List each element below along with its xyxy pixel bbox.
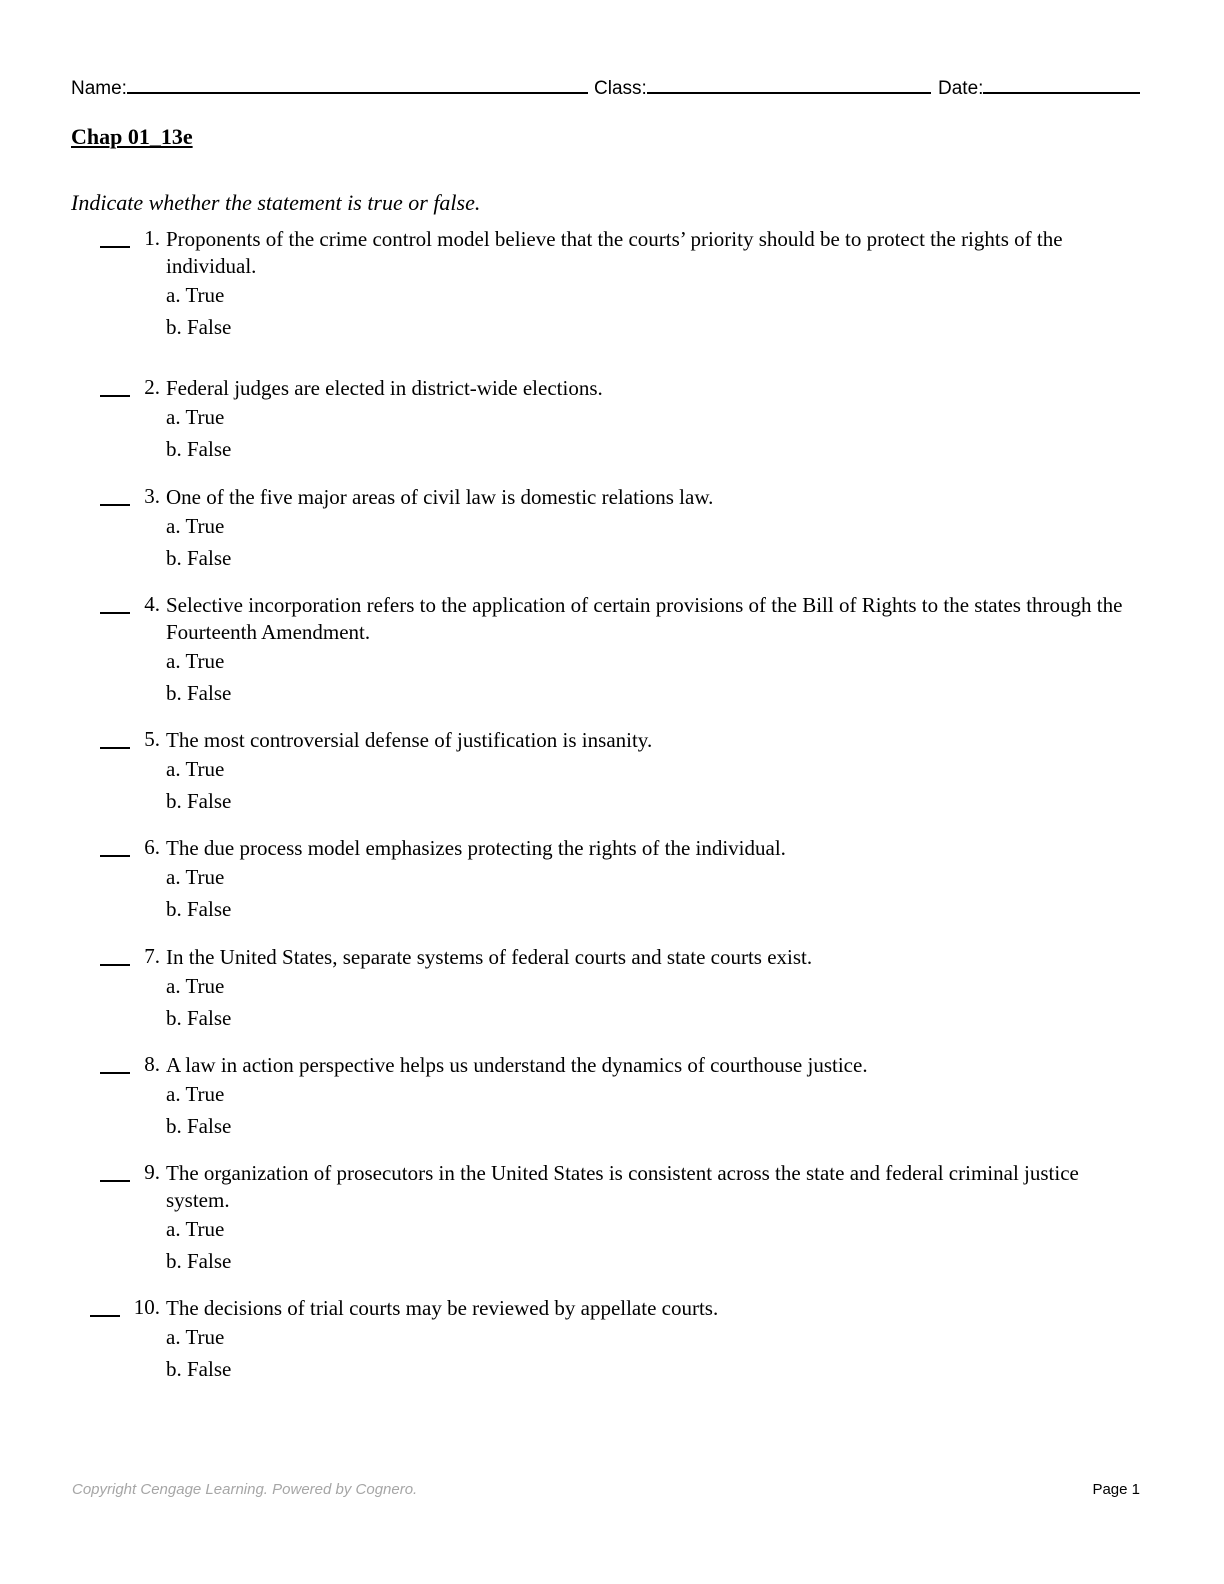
question-number: 6.	[144, 835, 160, 859]
option-false: b. False	[166, 681, 232, 705]
option-true: a. True	[166, 1325, 225, 1349]
option-true: a. True	[166, 1082, 225, 1106]
option-true: a. True	[166, 283, 225, 307]
page-number: Page 1	[1092, 1481, 1140, 1498]
question-number: 5.	[144, 727, 160, 751]
date-label: Date:	[938, 78, 984, 99]
name-label: Name:	[71, 78, 127, 99]
option-false: b. False	[166, 897, 232, 921]
question-number: 9.	[144, 1160, 160, 1184]
option-true: a. True	[166, 757, 225, 781]
question-text: A law in action perspective helps us understand the dynamics of courthouse justice.	[166, 1053, 868, 1077]
option-true: a. True	[166, 1217, 225, 1241]
question-number: 7.	[144, 944, 160, 968]
question-text: The organization of prosecutors in the United States is consistent across the state and federal criminal justice system.	[166, 1161, 1079, 1212]
question-text: The most controversial defense of justification is insanity.	[166, 728, 653, 752]
date-line[interactable]	[983, 72, 1140, 94]
chapter-title: Chap 01_13e	[71, 124, 193, 149]
question-number: 10.	[133, 1295, 160, 1319]
option-false: b. False	[166, 546, 232, 570]
question-text: Federal judges are elected in district-wide elections.	[166, 376, 603, 400]
class-line[interactable]	[647, 72, 931, 94]
question-text: One of the five major areas of civil law is domestic relations law.	[166, 485, 714, 509]
copyright-footer: Copyright Cengage Learning. Powered by Cognero.	[72, 1481, 418, 1498]
class-field	[594, 72, 931, 100]
question-text: Proponents of the crime control model believe that the courts’ priority should be to protect the rights of the individual.	[166, 227, 1063, 278]
question-text: The due process model emphasizes protecting the rights of the individual.	[166, 836, 786, 860]
header-fields	[71, 72, 1141, 98]
question-text: In the United States, separate systems of federal courts and state courts exist.	[166, 945, 813, 969]
class-label: Class:	[594, 78, 647, 99]
option-true: a. True	[166, 514, 225, 538]
name-field	[71, 72, 588, 100]
option-false: b. False	[166, 315, 232, 339]
option-false: b. False	[166, 437, 232, 461]
option-true: a. True	[166, 405, 225, 429]
option-true: a. True	[166, 649, 225, 673]
question-text: Selective incorporation refers to the application of certain provisions of the Bill of Rights to the states through the Fourteenth Amendment.	[166, 593, 1123, 644]
question-number: 2.	[144, 375, 160, 399]
name-line[interactable]	[127, 72, 588, 94]
option-true: a. True	[166, 974, 225, 998]
option-false: b. False	[166, 1357, 232, 1381]
option-true: a. True	[166, 865, 225, 889]
instruction-text: Indicate whether the statement is true or false.	[71, 190, 481, 215]
question-text: The decisions of trial courts may be reviewed by appellate courts.	[166, 1296, 719, 1320]
question-number: 3.	[144, 484, 160, 508]
question-number: 4.	[144, 592, 160, 616]
question-number: 8.	[144, 1052, 160, 1076]
option-false: b. False	[166, 789, 232, 813]
date-field	[938, 72, 1140, 100]
question-number: 1.	[144, 226, 160, 250]
option-false: b. False	[166, 1006, 232, 1030]
option-false: b. False	[166, 1114, 232, 1138]
option-false: b. False	[166, 1249, 232, 1273]
